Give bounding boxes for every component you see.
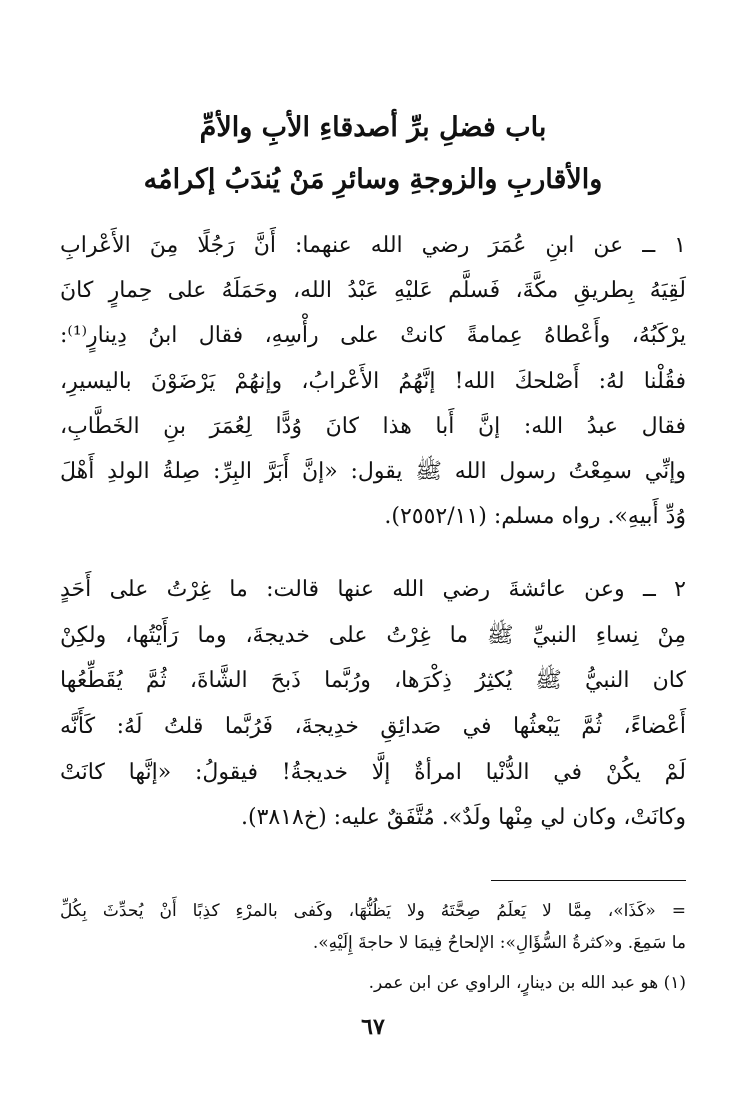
hadith-2-line: وكانَتْ، وكان لي مِنْها ولَدٌ». مُتَّفَقٌ عليه: (خ٣٨١٨). (241, 805, 686, 830)
hadith-2-line: لَمْ يكُنْ في الدُّنْيا امرأةٌ إلَّا خديجةُ! فيقولُ: «إنَّها كانَتْ (60, 760, 686, 785)
hadith-1-line: يرْكَبُهُ، وأَعْطاهُ عِمامةً كانتْ على رأْسِهِ، فقال ابنُ دِينارٍ⁽¹⁾: (60, 323, 686, 348)
hadith-2-line: كان النبيُّ ﷺ يُكثِرُ ذِكْرَها، ورُبَّما ذَبحَ الشَّاةَ، ثُمَّ يُقَطِّعُها (60, 668, 686, 693)
hadith-2-line: مِنْ نِساءِ النبيِّ ﷺ ما غِرْتُ على خديجةَ، وما رَأَيْتُها، ولكِنْ (60, 623, 686, 648)
hadith-1-line: وإنِّي سمِعْتُ رسول الله ﷺ يقول: «إنَّ أَبَرَّ البِرِّ: صِلةُ الولدِ أَهْلَ (60, 459, 686, 484)
hadith-1-line: ١ ــ عن ابنِ عُمَرَ رضي الله عنهما: أَنَّ رَجُلًا مِنَ الأَعْرابِ (60, 233, 686, 258)
chapter-title-line-2: والأقاربِ والزوجةِ وسائرِ مَنْ يُندَبُ إكرامُه (143, 164, 603, 195)
hadith-2-line: أَعْضاءً، ثُمَّ يَبْعثُها في صَدائِقِ خدِيجةَ، فَرُبَّما قلتُ لَهُ: كَأَنَّه (60, 714, 686, 739)
hadith-1-line: لَقِيَهُ بِطريقِ مكَّةَ، فَسلَّم عَليْهِ عَبْدُ الله، وحَمَلَهُ على حِمارٍ كانَ (60, 278, 686, 303)
book-page (60, 0, 686, 1107)
footnote-continuation-line: ما سَمِعَ. و«كثرةُ السُّؤَالِ»: الإلحاحُ فِيمَا لا حاجةَ إِلَيْهِ». (312, 933, 686, 953)
hadith-1-line: وُدِّ أَبيهِ». رواه مسلم: (٢٥٥٢/١١). (384, 504, 686, 529)
chapter-title-line-1: باب فضلِ برِّ أصدقاءِ الأبِ والأمِّ (199, 112, 547, 143)
page-number: ٦٧ (361, 1014, 385, 1040)
hadith-1-line: فقال عبدُ الله: إنَّ أَبا هذا كانَ وُدًّا لِعُمَرَ بنِ الخَطَّابِ، (60, 414, 686, 439)
footnote-1: (١) هو عبد الله بن دينارٍ، الراوي عن ابن عمر. (368, 973, 686, 993)
footnote-separator (491, 880, 686, 881)
hadith-1-line: فقُلْنا لهُ: أَصْلحكَ الله! إنَّهُمُ الأَعْرابُ، وإنهُمْ يَرْضَوْنَ بالیسيرِ، (60, 369, 686, 394)
footnote-continuation-line: = «كَذَا»، مِمَّا لا يَعلَمُ صِحَّتَهُ ولا يَظُنُّهَا، وكَفى بالمرْءِ كذِبًا أَنْ يُحدِّثَ بِكُلِّ (60, 901, 686, 921)
hadith-2-line: ٢ ــ وعن عائشةَ رضي الله عنها قالت: ما غِرْتُ على أَحَدٍ (60, 577, 686, 602)
